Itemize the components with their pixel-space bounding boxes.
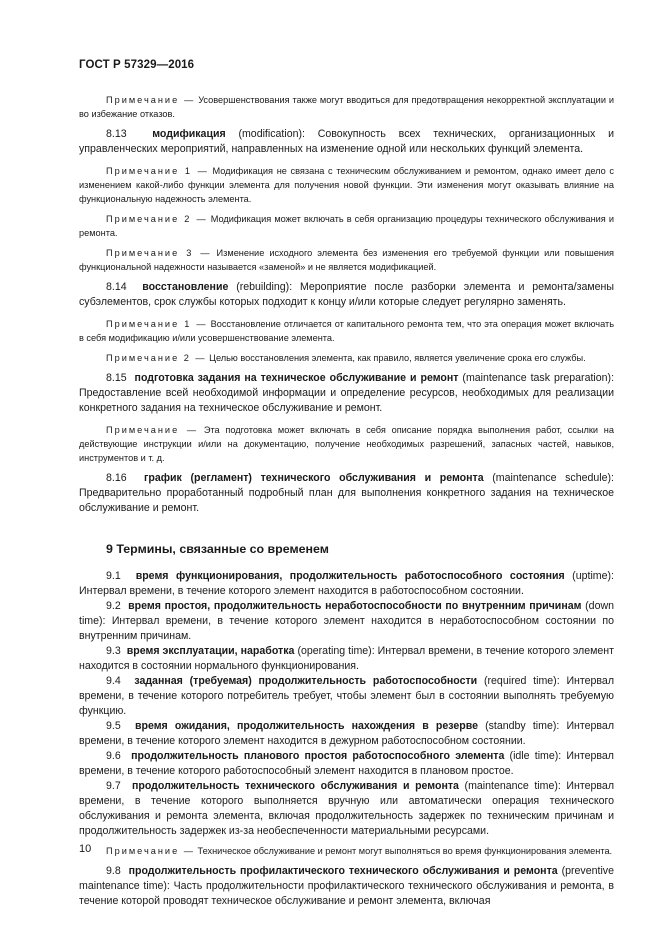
document-header: ГОСТ Р 57329—2016 [79,59,195,71]
term-text: (maintenance time): Интервал времени, в течение которого выполняется вручную или автоматически операция технического обслуживания и ремонта элемента, включая продолжительность задержек по техническим причинам и продолжительность задержек из-за необеспеченности материальными ресурсами. [79,780,614,837]
term-name: продолжительность планового простоя работоспособного элемента [131,750,505,762]
note-text: Модификация не связана с техническим обслуживанием и ремонтом, однако имеет дело с изменением какой-либо функции элемента для получения новой функции. Эти изменения могут оказывать влияние на функциональную надежность элемента. [79,166,614,204]
term-name: время ожидания, продолжительность нахождения в резерве [134,720,478,732]
term-number: 8.16 [106,472,127,484]
note-text: Техническое обслуживание и ремонт могут выполняться во время функционирования элемента. [194,846,613,856]
term-definition [79,719,614,749]
note-label: Примечание 1 — [106,166,209,176]
term-number: 9.5 [106,720,121,732]
note-label: Примечание — [106,425,199,435]
term-definition [79,864,614,909]
note-text: Восстановление отличается от капитального ремонта тем, что эта операция может включать в себя модификацию и/или усовершенствование элемента. [79,319,615,343]
note-label: Примечание 2 — [106,353,207,363]
term-name: модификация [152,128,226,140]
term-name: восстановление [142,281,229,293]
term-definition [79,569,614,599]
note-label: Примечание — [106,95,196,105]
note-paragraph [79,164,614,206]
term-name: заданная (требуемая) продолжительность работоспособности [134,675,478,687]
term-number: 9.1 [106,570,121,582]
term-definition [79,471,614,516]
note-text: Модификация может включать в себя организацию процедуры технического обслуживания и ремонта. [79,214,614,238]
note-label: Примечание — [106,846,195,856]
note-paragraph [79,246,614,274]
term-number: 8.13 [106,128,127,140]
note-text: Эта подготовка может включать в себя описание порядка выполнения работ, ссылки на действующие инструкции и/или на документацию, получение необходимых разрешений, запасных частей, навыков, инструментов и т. д. [79,425,614,463]
term-definition [79,674,614,719]
note-paragraph [79,212,614,240]
term-text: (modification): Совокупность всех технических, организационных и управленческих мероприятий, направленных на изменение одной или нескольких функций элемента. [79,128,614,155]
note-label: Примечание 1 — [106,319,208,329]
term-text: (down time): Интервал времени, в течение которого элемент находится в неработоспособном состоянии по внутренним причинам. [79,600,614,642]
term-name: график (регламент) технического обслуживания и ремонта [143,472,484,484]
note-paragraph [79,93,614,121]
term-number: 8.14 [106,281,127,293]
note-paragraph [79,317,614,345]
term-name: подготовка задания на техническое обслуживание и ремонт [134,372,459,384]
term-text: (maintenance schedule): Предварительно проработанный подробный план для выполнения конкретного задания на техническое обслуживание и ремонт. [79,472,614,514]
term-text: (operating time): Интервал времени, в течение которого элемент находится в состоянии нормального функционирования. [79,645,615,672]
note-paragraph [79,423,614,465]
term-text: (maintenance task preparation): Предоставление всей необходимой информации и определение ресурсов, необходимых для реализации конкретного задания на техническое обслуживание и ремонт. [79,372,615,414]
term-definition [79,599,614,644]
note-label: Примечание 2 — [106,214,208,224]
term-text: (standby time): Интервал времени, в течение которого элемент находится в дежурном работоспособном состоянии. [79,720,615,747]
section-heading: 9 Термины, связанные со временем [106,542,329,556]
page-number: 10 [79,843,92,855]
term-text: (rebuilding): Мероприятие после разборки элемента и ремонта/замены субэлементов, срок службы которых подходит к концу и/или которые следует регулярно заменять. [79,281,614,308]
term-name: время эксплуатации, наработка [126,645,295,657]
term-text: (uptime): Интервал времени, в течение которого элемент находится в работоспособном состоянии. [79,570,614,597]
term-text: (preventive maintenance time): Часть продолжительности профилактического технического обслуживания и ремонта, в течение которой проводят техническое обслуживание и ремонт элемента, включая [79,865,614,907]
term-definition [79,127,614,157]
term-number: 9.6 [106,750,121,762]
term-definition [79,371,614,416]
term-number: 8.15 [106,372,127,384]
document-body [79,93,614,909]
term-definition [79,644,614,674]
note-paragraph [79,844,614,858]
term-number: 9.3 [106,645,121,657]
term-definition [79,779,614,839]
note-paragraph [79,351,614,365]
term-definition [79,749,614,779]
note-text: Изменение исходного элемента без изменения его требуемой функции или повышения функциональной надежности называется «заменой» и не является модификацией. [79,248,614,272]
note-text: Усовершенствования также могут вводиться для предотвращения некорректной эксплуатации и во избежание отказов. [79,95,615,119]
term-text: (idle time): Интервал времени, в течение которого работоспособный элемент находится в плановом простое. [79,750,614,777]
term-number: 9.7 [106,780,121,792]
term-name: продолжительность технического обслуживания и ремонта [131,780,459,792]
term-definition [79,280,614,310]
term-number: 9.2 [106,600,121,612]
term-text: (required time): Интервал времени, в течение которого потребитель требует, чтобы элемент был в состоянии выполнять требуемую функцию. [79,675,615,717]
term-number: 9.4 [106,675,121,687]
term-name: время функционирования, продолжительность работоспособного состояния [135,570,565,582]
term-name: время простоя, продолжительность неработоспособности по внутренним причинам [128,600,582,612]
note-text: Целью восстановления элемента, как правило, является увеличение срока его службы. [206,353,586,363]
note-label: Примечание 3 — [106,248,212,258]
term-number: 9.8 [106,865,121,877]
term-name: продолжительность профилактического технического обслуживания и ремонта [128,865,558,877]
